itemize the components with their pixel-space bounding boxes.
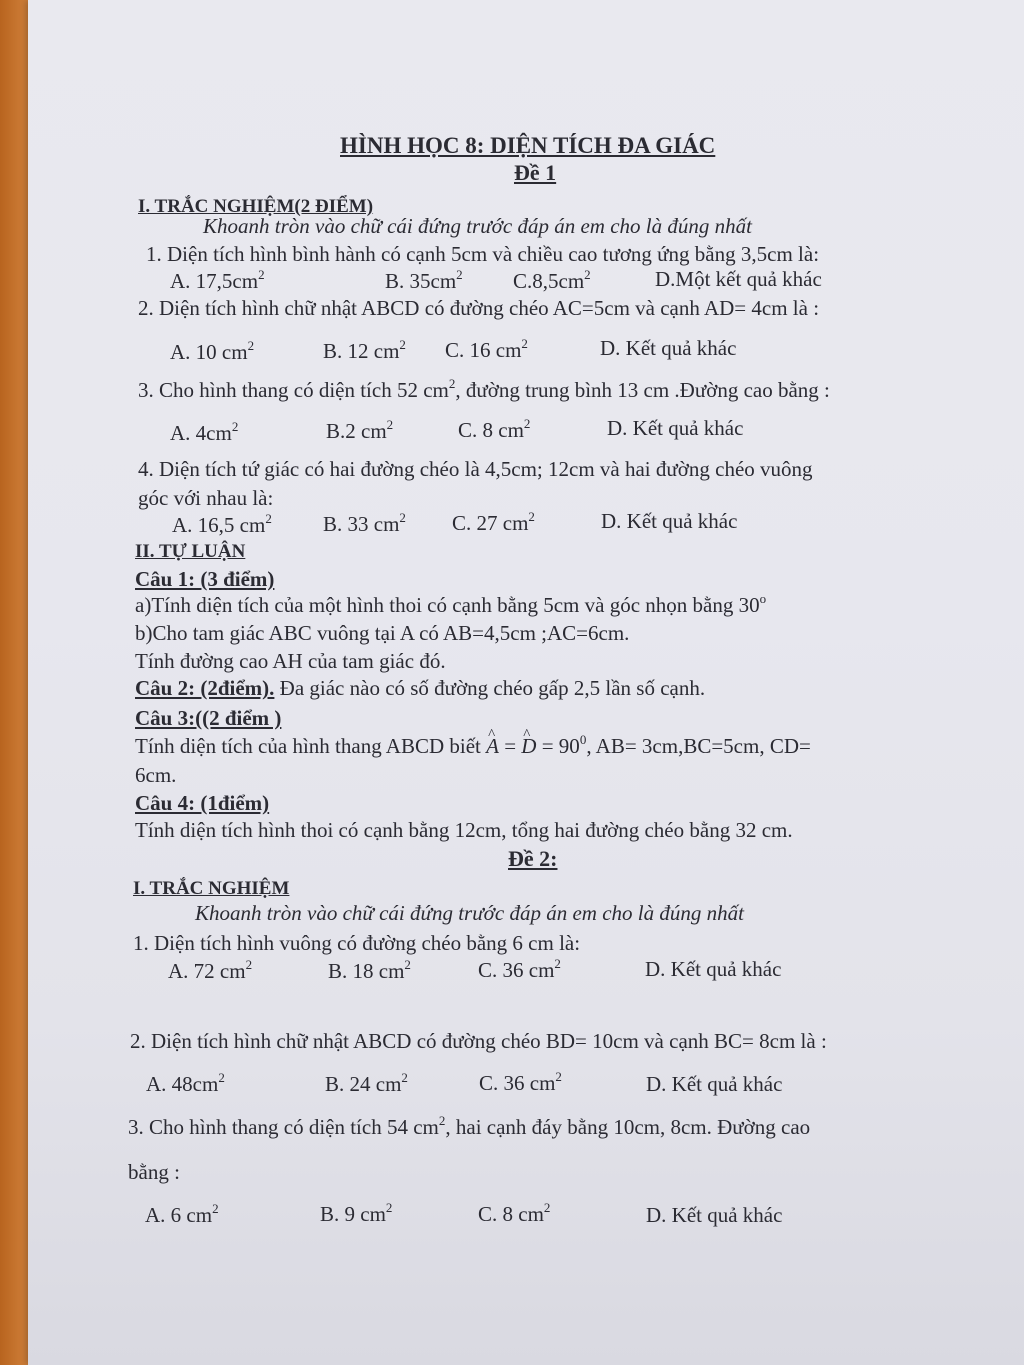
de2-q3-option-d: D. Kết quả khác: [646, 1203, 783, 1227]
de1-q1-option-c: $C.8,5cm^2$: [513, 267, 591, 293]
de2-q2-option-c: C. 36 $cm^2$: [479, 1069, 562, 1095]
cau3-title: Câu 3:((2 điểm ): [135, 706, 282, 730]
de2-q3-option-a: A. 6 $cm^2$: [145, 1201, 219, 1227]
cau4-title: Câu 4: (1điểm): [135, 791, 270, 815]
page-title: HÌNH HỌC 8: DIỆN TÍCH ĐA GIÁC: [340, 133, 716, 158]
cau1-part-a: a)Tính diện tích của một hình thoi có cạnh bằng 5cm và góc nhọn bằng 30$^o$: [135, 591, 767, 617]
de1-section2-title: II. TỰ LUẬN: [135, 541, 246, 562]
de1-q4-option-b: B. 33 $cm^2$: [323, 510, 406, 536]
de1-q2-text: 2. Diện tích hình chữ nhật ABCD có đường chéo AC=5cm và cạnh AD= 4cm là :: [138, 296, 820, 320]
de1-q4-option-d: D. Kết quả khác: [601, 509, 738, 533]
de2-q1-text: 1. Diện tích hình vuông có đường chéo bằng 6 cm là:: [133, 931, 581, 955]
de1-q3-option-d: D. Kết quả khác: [607, 416, 744, 440]
cau1-part-b: b)Cho tam giác ABC vuông tại A có AB=4,5cm ;AC=6cm.: [135, 621, 630, 645]
de1-q4-option-a: A. 16,5 $cm^2$: [172, 511, 272, 537]
de1-q2-option-a: A. 10 $cm^2$: [170, 338, 255, 364]
cau2-line: Câu 2: (2điểm). Đa giác nào có số đường chéo gấp 2,5 lần số cạnh.: [135, 676, 706, 700]
cau4-text: Tính diện tích hình thoi có cạnh bằng 12cm, tổng hai đường chéo bằng 32 cm.: [135, 818, 793, 842]
de1-q1-option-a: A. $17,5cm^2$: [170, 267, 265, 293]
de2-q1-option-d: D. Kết quả khác: [645, 957, 782, 981]
de2-q3-option-b: B. 9 $cm^2$: [320, 1200, 393, 1226]
de1-q4-text-line1: 4. Diện tích tứ giác có hai đường chéo là 4,5cm; 12cm và hai đường chéo vuông: [138, 457, 813, 481]
de1-q3-option-c: C. 8 $cm^2$: [458, 416, 531, 442]
de2-q3-text-line2: bằng :: [128, 1160, 180, 1184]
de2-q2-option-d: D. Kết quả khác: [646, 1072, 783, 1096]
de1-q1-option-d: D.Một kết quả khác: [655, 267, 822, 291]
de2-heading: Đề 2:: [508, 846, 558, 871]
de2-q1-option-a: A. 72 $cm^2$: [168, 957, 253, 983]
de2-q3-option-c: C. 8 $cm^2$: [478, 1200, 551, 1226]
de2-q2-option-b: B. 24 $cm^2$: [325, 1070, 408, 1096]
de2-section1-title: I. TRẮC NGHIỆM: [133, 878, 290, 899]
de1-q2-option-b: B. 12 $cm^2$: [323, 337, 406, 363]
de2-q2-text: 2. Diện tích hình chữ nhật ABCD có đường chéo BD= 10cm và cạnh BC= 8cm là :: [130, 1029, 827, 1053]
de2-q2-option-a: A. $48cm^2$: [146, 1070, 225, 1096]
de1-q3-option-a: A. $4cm^2$: [170, 419, 239, 445]
de1-q3-text: 3. Cho hình thang có diện tích 52 $cm^2$, đường trung bình 13 cm .Đường cao bằng :: [138, 376, 830, 402]
de1-q1-option-b: B. $35cm^2$: [385, 267, 463, 293]
cau3-text-line1: Tính diện tích của hình thang ABCD biết ^ A = ^ $D = 90^0$, AB= 3cm,BC=5cm, CD=: [135, 733, 811, 759]
cau2-title: Câu 2: (2điểm).: [135, 676, 275, 700]
cau3-text-line2: 6cm.: [135, 763, 177, 787]
de2-q1-option-b: B. 18 $cm^2$: [328, 957, 411, 983]
de1-section1-title: I. TRẮC NGHIỆM(2 ĐIỂM): [138, 196, 374, 217]
de2-instruction: Khoanh tròn vào chữ cái đứng trước đáp án em cho là đúng nhất: [195, 901, 744, 925]
de2-q3-text-line1: 3. Cho hình thang có diện tích 54 $cm^2$, hai cạnh đáy bằng 10cm, 8cm. Đường cao: [128, 1113, 811, 1139]
de1-q1-text: 1. Diện tích hình bình hành có cạnh 5cm và chiều cao tương ứng bằng 3,5cm là:: [146, 242, 820, 266]
de1-q3-option-b: B.2 $cm^2$: [326, 417, 394, 443]
cau1-part-c: Tính đường cao AH của tam giác đó.: [135, 649, 446, 673]
de1-q2-option-c: C. 16 $cm^2$: [445, 336, 528, 362]
de1-q4-option-c: C. 27 $cm^2$: [452, 509, 535, 535]
de1-instruction: Khoanh tròn vào chữ cái đứng trước đáp án em cho là đúng nhất: [203, 214, 752, 238]
de1-q2-option-d: D. Kết quả khác: [600, 336, 737, 360]
de1-q4-text-line2: góc với nhau là:: [138, 486, 274, 510]
de2-q1-option-c: C. 36 $cm^2$: [478, 956, 561, 982]
de1-heading: Đề 1: [514, 160, 557, 185]
cau1-title: Câu 1: (3 điểm): [135, 567, 275, 591]
